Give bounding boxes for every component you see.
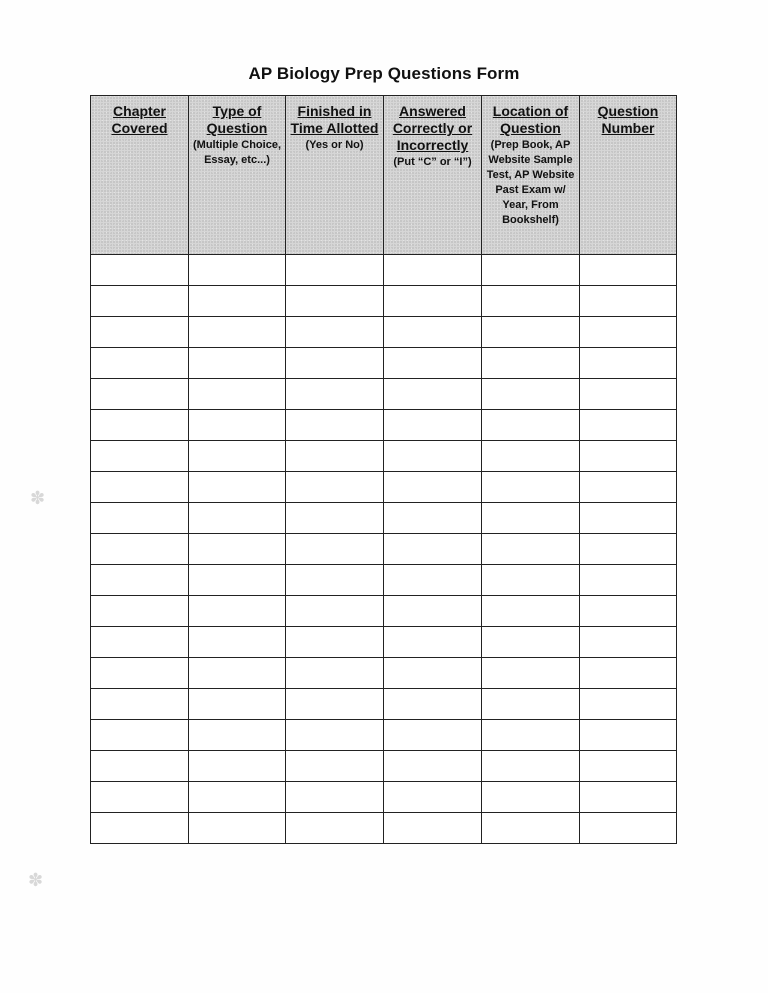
column-note: (Yes or No) [305, 139, 364, 151]
entry-cell[interactable] [91, 472, 189, 503]
entry-cell[interactable] [189, 782, 286, 813]
entry-cell[interactable] [286, 379, 384, 410]
entry-cell[interactable] [286, 317, 384, 348]
table-row [91, 255, 677, 286]
column-heading: Finished in Time Allotted [290, 103, 379, 136]
entry-cell[interactable] [91, 782, 189, 813]
entry-cell[interactable] [482, 565, 580, 596]
header-chapter-covered [91, 96, 189, 255]
entry-cell[interactable] [91, 255, 189, 286]
entry-cell[interactable] [384, 782, 482, 813]
entry-cell[interactable] [384, 379, 482, 410]
entry-cell[interactable] [189, 689, 286, 720]
entry-cell[interactable] [286, 255, 384, 286]
table-row [91, 720, 677, 751]
entry-cell[interactable] [189, 627, 286, 658]
table-row [91, 348, 677, 379]
column-note: (Put “C” or “I”) [393, 156, 472, 168]
table-row [91, 472, 677, 503]
table-row [91, 596, 677, 627]
entry-cell[interactable] [482, 348, 580, 379]
entry-cell[interactable] [580, 472, 677, 503]
scan-artifact: ✽ [28, 870, 44, 890]
entry-cell[interactable] [580, 627, 677, 658]
entry-cell[interactable] [482, 596, 580, 627]
entry-cell[interactable] [91, 627, 189, 658]
entry-cell[interactable] [482, 286, 580, 317]
form-body [91, 255, 677, 844]
entry-cell[interactable] [189, 317, 286, 348]
entry-cell[interactable] [286, 441, 384, 472]
entry-cell[interactable] [384, 534, 482, 565]
entry-cell[interactable] [384, 503, 482, 534]
entry-cell[interactable] [384, 627, 482, 658]
entry-cell[interactable] [580, 565, 677, 596]
table-row [91, 689, 677, 720]
entry-cell[interactable] [384, 658, 482, 689]
entry-cell[interactable] [91, 689, 189, 720]
entry-cell[interactable] [580, 720, 677, 751]
entry-cell[interactable] [580, 410, 677, 441]
entry-cell[interactable] [580, 255, 677, 286]
entry-cell[interactable] [580, 751, 677, 782]
entry-cell[interactable] [482, 689, 580, 720]
entry-cell[interactable] [384, 720, 482, 751]
entry-cell[interactable] [286, 348, 384, 379]
entry-cell[interactable] [91, 317, 189, 348]
entry-cell[interactable] [384, 441, 482, 472]
entry-cell[interactable] [286, 813, 384, 844]
entry-cell[interactable] [482, 503, 580, 534]
column-heading: Answered Correctly or Incorrectly [392, 103, 473, 153]
form-title: AP Biology Prep Questions Form [248, 64, 520, 83]
entry-cell[interactable] [189, 534, 286, 565]
entry-cell[interactable] [580, 441, 677, 472]
entry-cell[interactable] [482, 782, 580, 813]
entry-cell[interactable] [580, 379, 677, 410]
table-row [91, 534, 677, 565]
table-row [91, 627, 677, 658]
entry-cell[interactable] [384, 348, 482, 379]
table-row [91, 317, 677, 348]
entry-cell[interactable] [91, 286, 189, 317]
entry-cell[interactable] [580, 689, 677, 720]
entry-cell[interactable] [482, 472, 580, 503]
entry-cell[interactable] [580, 503, 677, 534]
entry-cell[interactable] [189, 720, 286, 751]
entry-cell[interactable] [580, 534, 677, 565]
table-row [91, 503, 677, 534]
header-row [91, 96, 677, 255]
entry-cell[interactable] [384, 565, 482, 596]
entry-cell[interactable] [286, 472, 384, 503]
entry-cell[interactable] [482, 627, 580, 658]
entry-cell[interactable] [384, 751, 482, 782]
entry-cell[interactable] [580, 782, 677, 813]
header-type-of-question [189, 96, 286, 255]
header-answered-correctly [384, 96, 482, 255]
entry-cell[interactable] [286, 627, 384, 658]
entry-cell[interactable] [482, 813, 580, 844]
entry-cell[interactable] [189, 472, 286, 503]
entry-cell[interactable] [286, 751, 384, 782]
entry-cell[interactable] [384, 317, 482, 348]
entry-cell[interactable] [189, 658, 286, 689]
entry-cell[interactable] [580, 658, 677, 689]
entry-cell[interactable] [91, 813, 189, 844]
entry-cell[interactable] [189, 813, 286, 844]
column-heading: Question Number [597, 103, 659, 136]
table-row [91, 410, 677, 441]
entry-cell[interactable] [189, 565, 286, 596]
entry-cell[interactable] [286, 565, 384, 596]
entry-cell[interactable] [189, 348, 286, 379]
entry-cell[interactable] [189, 410, 286, 441]
prep-questions-table [90, 95, 677, 844]
entry-cell[interactable] [482, 317, 580, 348]
entry-cell[interactable] [91, 534, 189, 565]
entry-cell[interactable] [189, 255, 286, 286]
entry-cell[interactable] [91, 720, 189, 751]
column-note: (Multiple Choice, Essay, etc...) [193, 139, 281, 166]
entry-cell[interactable] [384, 472, 482, 503]
entry-cell[interactable] [91, 379, 189, 410]
entry-cell[interactable] [189, 596, 286, 627]
entry-cell[interactable] [91, 658, 189, 689]
header-finished-in-time [286, 96, 384, 255]
entry-cell[interactable] [482, 441, 580, 472]
scan-artifact: ✽ [30, 488, 46, 508]
entry-cell[interactable] [189, 751, 286, 782]
entry-cell[interactable] [384, 596, 482, 627]
entry-cell[interactable] [286, 503, 384, 534]
table-row [91, 441, 677, 472]
entry-cell[interactable] [91, 751, 189, 782]
entry-cell[interactable] [286, 596, 384, 627]
entry-cell[interactable] [482, 720, 580, 751]
table-row [91, 565, 677, 596]
entry-cell[interactable] [91, 503, 189, 534]
entry-cell[interactable] [580, 317, 677, 348]
entry-cell[interactable] [189, 379, 286, 410]
entry-cell[interactable] [482, 379, 580, 410]
header-location-of-question [482, 96, 580, 255]
entry-cell[interactable] [384, 813, 482, 844]
entry-cell[interactable] [286, 782, 384, 813]
entry-cell[interactable] [91, 410, 189, 441]
entry-cell[interactable] [482, 410, 580, 441]
table-row [91, 286, 677, 317]
entry-cell[interactable] [384, 410, 482, 441]
entry-cell[interactable] [580, 348, 677, 379]
entry-cell[interactable] [580, 286, 677, 317]
entry-cell[interactable] [580, 596, 677, 627]
header-question-number [580, 96, 677, 255]
entry-cell[interactable] [91, 596, 189, 627]
entry-cell[interactable] [189, 286, 286, 317]
table-row [91, 813, 677, 844]
entry-cell[interactable] [482, 255, 580, 286]
entry-cell[interactable] [189, 441, 286, 472]
entry-cell[interactable] [482, 751, 580, 782]
entry-cell[interactable] [580, 813, 677, 844]
table-row [91, 658, 677, 689]
entry-cell[interactable] [482, 658, 580, 689]
entry-cell[interactable] [286, 720, 384, 751]
column-note: (Prep Book, AP Website Sample Test, AP Website Past Exam w/ Year, From Bookshelf) [486, 139, 575, 226]
column-heading: Type of Question [206, 103, 268, 136]
entry-cell[interactable] [91, 565, 189, 596]
entry-cell[interactable] [91, 348, 189, 379]
table-row [91, 379, 677, 410]
column-heading: Location of Question [492, 103, 569, 136]
entry-cell[interactable] [189, 503, 286, 534]
entry-cell[interactable] [91, 441, 189, 472]
entry-cell[interactable] [286, 689, 384, 720]
table-row [91, 782, 677, 813]
table-row [91, 751, 677, 782]
entry-cell[interactable] [384, 255, 482, 286]
column-heading: Chapter Covered [111, 103, 168, 136]
entry-cell[interactable] [286, 286, 384, 317]
entry-cell[interactable] [286, 658, 384, 689]
entry-cell[interactable] [482, 534, 580, 565]
entry-cell[interactable] [384, 286, 482, 317]
entry-cell[interactable] [286, 534, 384, 565]
entry-cell[interactable] [286, 410, 384, 441]
entry-cell[interactable] [384, 689, 482, 720]
